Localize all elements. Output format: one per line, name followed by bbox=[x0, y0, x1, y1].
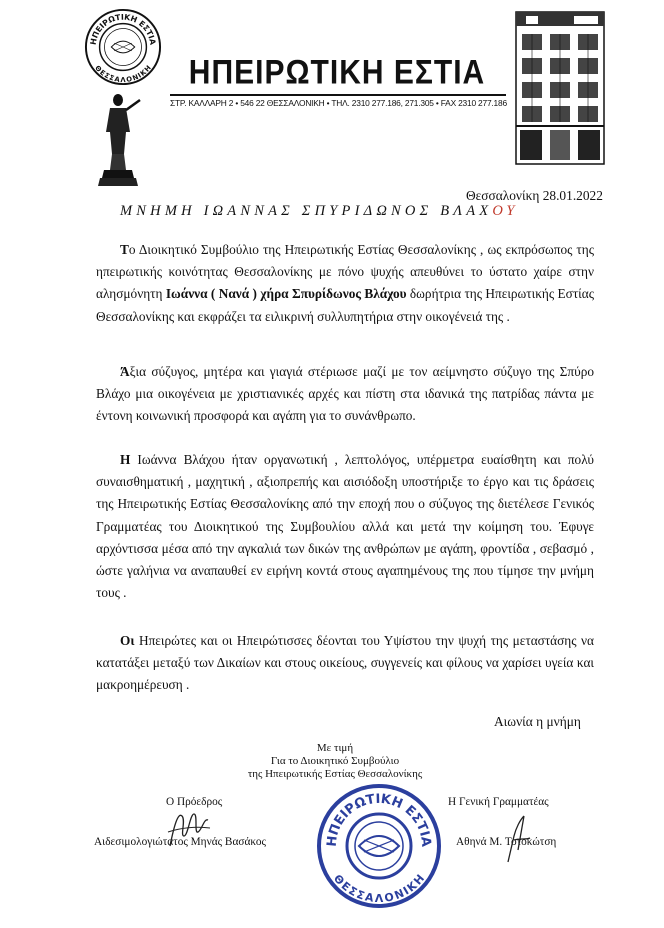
paragraph-2-initial: Ά bbox=[120, 364, 130, 379]
seal-bottom-text: ΘΕΣΣΑΛΟΝΙΚΗ bbox=[93, 64, 153, 85]
paragraph-4-text: Ηπειρώτες και οι Ηπειρώτισσες δέονται του Υψίστου την ψυχή της μεταστάσης να κατατάξει μεταξύ των Δικαίων και στους οικείους, συγγενείς και φίλους να χαρίσει υγεία και μακροημέρευση . bbox=[96, 633, 594, 693]
secretary-signature-icon bbox=[500, 810, 540, 864]
paragraph-2 bbox=[96, 361, 594, 428]
president-name: Αιδεσιμολογιώτατος Μηνάς Βασάκος bbox=[94, 836, 266, 848]
memorial-title bbox=[120, 203, 519, 220]
signature-respect: Με τιμή bbox=[316, 742, 354, 754]
paragraph-4 bbox=[96, 630, 594, 697]
paragraph-3-text: Ιωάννα Βλάχου ήταν οργανωτική , λεπτολόγος, υπέρμετρα ευαίσθητη και πολύ συναισθηματική , μαχητική , αξιοπρεπής και αισιόδοξη υποστήριξε το έργο και τις δράσεις της Ηπειρωτικής Εστίας Θεσσαλονίκης από την εποχή που ο σύζυγος της διετέλεσε Γενικός Γραμματέας του Διοικητικού της Συμβουλίου αλλά και μετά την κοίμηση του. Έφυγε αρχόντισσα μέσα από την αγκαλιά των δικών της ανθρώπων με αγάπη, φροντίδα , σεβασμό , ώστε γαλήνια να αναπαυθεί εν ειρήνη κοντά στους αγαπημένους της που τίμησε την μνήμη τους . bbox=[96, 452, 594, 601]
statue-icon bbox=[96, 92, 144, 190]
president-label: Ο Πρόεδρος bbox=[166, 796, 223, 808]
header-divider bbox=[170, 94, 506, 96]
building-icon bbox=[512, 8, 608, 168]
paragraph-1-initial: Τ bbox=[120, 242, 129, 257]
memorial-title-main: ΜΝΗΜΗ ΙΩΑΝΝΑΣ ΣΠΥΡΙΔΩΝΟΣ ΒΛΑΧ bbox=[120, 203, 493, 219]
paragraph-3-initial: Η bbox=[120, 452, 131, 467]
secretary-label: Η Γενική Γραμματέας bbox=[448, 796, 549, 808]
memorial-title-tail: ΟΥ bbox=[492, 203, 519, 219]
closing-phrase: Αιωνία η μνήμη bbox=[494, 714, 581, 729]
paragraph-1-text-b: δωρήτρια της Ηπειρωτικής Εστίας Θεσσαλονίκης και εκφράζει τα ειλικρινή συλλυπητήρια στην οικογένειά της . bbox=[96, 286, 594, 324]
signature-board-for: Για το Διοικητικό Συμβούλιο bbox=[270, 755, 400, 767]
paragraph-1 bbox=[96, 239, 594, 328]
paragraph-1-name: Ιωάννα ( Νανά ) χήρα Σπυρίδωνος Βλάχου bbox=[165, 286, 407, 302]
paragraph-2-text: ξια σύζυγος, μητέρα και γιαγιά στέριωσε μαζί με τον αείμνηστο σύζυγο της Σπύρο Βλάχο μια οικογένεια με χριστιανικές αρχές και πίστη στα ιδανικά της πατρίδας πάντα με έντονη κοινωνική προσφορά και αγάπη για το συνάνθρωπο. bbox=[96, 364, 594, 424]
paragraph-3 bbox=[96, 449, 594, 604]
seal-logo-icon bbox=[84, 8, 162, 86]
svg-text:ΘΕΣΣΑΛΟΝΙΚΗ bbox=[93, 64, 153, 84]
secretary-name: Αθηνά Μ. Τοτοκώτση bbox=[456, 836, 557, 848]
seal-top-text: ΗΠΕΙΡΩΤΙΚΗ ΕΣΤΙΑ bbox=[88, 12, 158, 46]
organization-address: ΣΤΡ. ΚΑΛΛΑΡΗ 2 • 546 22 ΘΕΣΣΑΛΟΝΙΚΗ • ΤΗΛ. 2310 277.186, 271.305 • FAX 2310 277.186 bbox=[170, 98, 507, 108]
official-stamp-icon bbox=[314, 782, 444, 910]
signature-board-of: της Ηπειρωτικής Εστίας Θεσσαλονίκης bbox=[247, 768, 423, 780]
stamp-top-text: ΗΠΕΙΡΩΤΙΚΗ ΕΣΤΙΑ bbox=[324, 791, 434, 848]
letter-date: Θεσσαλονίκη 28.01.2022 bbox=[466, 188, 603, 203]
paragraph-4-initial: Οι bbox=[120, 633, 135, 648]
stamp-bottom-text: ΘΕΣΣΑΛΟΝΙΚΗ bbox=[330, 872, 428, 905]
paragraph-1-text-a: ο Διοικητικό Συμβούλιο της Ηπειρωτικής Εστίας Θεσσαλονίκης , ως εκπρόσωπος της ηπειρωτικής κοινότητας Θεσσαλονίκης με πόνο ψυχής απευθύνει το ύστατο χαίρε στην αλησμόνητη bbox=[96, 242, 594, 302]
organization-title: ΗΠΕΙΡΩΤΙΚΗ ΕΣΤΙΑ bbox=[188, 53, 486, 92]
president-signature-icon bbox=[164, 806, 214, 850]
